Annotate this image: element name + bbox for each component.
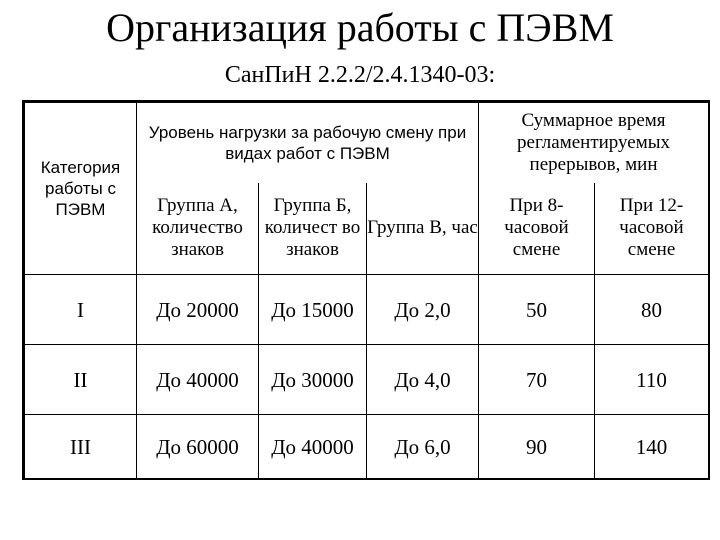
cell-category: I	[25, 275, 137, 345]
header-shift-12	[595, 183, 709, 275]
table-row	[25, 345, 709, 415]
header-shift-8-text: При 8-часовой смене	[504, 195, 569, 261]
cell-group-a: До 40000	[137, 345, 259, 415]
cell-group-a: До 20000	[137, 275, 259, 345]
cell-shift-8: 90	[479, 415, 595, 479]
cell-shift-8: 70	[479, 345, 595, 415]
header-category	[25, 103, 137, 275]
cell-category: III	[25, 415, 137, 479]
cell-group-v: До 4,0	[367, 345, 479, 415]
table-row	[25, 275, 709, 345]
table-row	[25, 415, 709, 479]
header-group-v-text: Группа В, час	[367, 217, 478, 239]
cell-shift-12: 80	[595, 275, 709, 345]
cell-group-a: До 60000	[137, 415, 259, 479]
header-shift-12-text: При 12-часовой смене	[619, 195, 684, 261]
header-group-v	[367, 183, 479, 275]
header-load-level	[137, 103, 479, 183]
breaks-table-grid	[24, 102, 709, 479]
cell-category: II	[25, 345, 137, 415]
page-title: Организация работы с ПЭВМ	[106, 5, 614, 50]
cell-group-v: До 6,0	[367, 415, 479, 479]
cell-group-v: До 2,0	[367, 275, 479, 345]
header-group-b	[259, 183, 367, 275]
cell-group-b: До 40000	[259, 415, 367, 479]
header-group-b-text: Группа Б, количест во знаков	[264, 195, 361, 261]
page-subtitle: СанПиН 2.2.2/2.4.1340-03:	[224, 62, 496, 88]
cell-group-b: До 30000	[259, 345, 367, 415]
cell-shift-12: 110	[595, 345, 709, 415]
header-category-text: Категория работы с ПЭВМ	[40, 158, 121, 219]
header-group-a	[137, 183, 259, 275]
header-group-a-text: Группа А, количество знаков	[152, 195, 243, 261]
breaks-table	[22, 100, 710, 480]
cell-group-b: До 15000	[259, 275, 367, 345]
cell-shift-8: 50	[479, 275, 595, 345]
header-total-breaks	[479, 103, 709, 183]
header-total-breaks-text: Суммарное время регламентируемых перерывов, мин	[517, 109, 671, 175]
header-shift-8	[479, 183, 595, 275]
cell-shift-12: 140	[595, 415, 709, 479]
header-load-level-text: Уровень нагрузки за рабочую смену при видах работ с ПЭВМ	[148, 122, 467, 163]
